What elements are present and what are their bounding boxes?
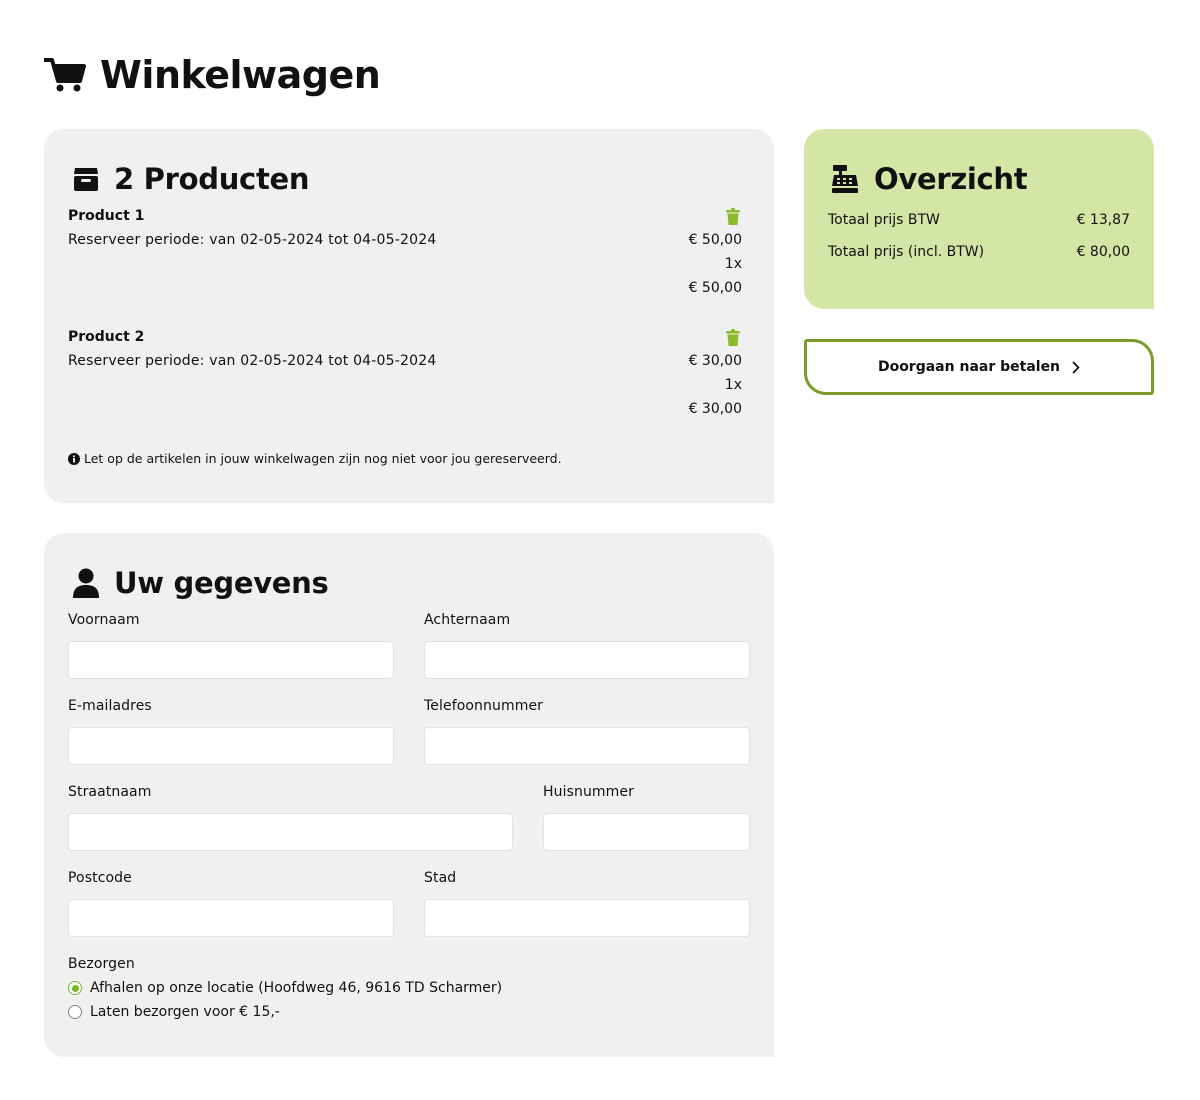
product-name: Product 1 (68, 208, 145, 224)
product-period: Reserveer periode: van 02-05-2024 tot 04-05-2024 (68, 353, 437, 369)
summary-title: Overzicht (874, 162, 1028, 196)
product-quantity: 1x (724, 256, 742, 272)
continue-to-payment-button[interactable] (804, 339, 1154, 395)
chevron-right-icon (1072, 361, 1080, 374)
radio-button-selected[interactable] (68, 981, 82, 995)
summary-card (804, 129, 1154, 309)
city-input[interactable] (424, 899, 750, 937)
delivery-option-pickup[interactable] (68, 980, 502, 996)
product-item (68, 208, 742, 308)
product-total: € 50,00 (688, 280, 742, 296)
email-label: E-mailadres (68, 698, 152, 714)
products-card (44, 129, 774, 503)
details-heading (72, 565, 328, 601)
user-icon (72, 568, 100, 598)
last-name-input[interactable] (424, 641, 750, 679)
product-name: Product 2 (68, 329, 145, 345)
box-icon (72, 165, 100, 193)
customer-details-card (44, 533, 774, 1057)
info-icon (68, 453, 80, 465)
summary-label: Totaal prijs (incl. BTW) (828, 244, 985, 260)
delivery-option-shipping[interactable] (68, 1004, 280, 1020)
summary-heading (830, 161, 1027, 197)
trash-icon[interactable] (726, 208, 740, 229)
email-field[interactable] (68, 727, 394, 765)
summary-row-vat (828, 212, 1130, 228)
cart-icon (44, 57, 86, 93)
postcode-input[interactable] (68, 899, 394, 937)
summary-value: € 13,87 (1076, 212, 1130, 228)
first-name-input[interactable] (68, 641, 394, 679)
continue-button-label: Doorgaan naar betalen (877, 359, 1061, 375)
delivery-option-label: Laten bezorgen voor € 15,- (90, 1004, 280, 1020)
product-unit-price: € 50,00 (688, 232, 742, 248)
phone-field[interactable] (424, 727, 750, 765)
notice-text: Let op de artikelen in jouw winkelwagen zijn nog niet voor jou gereserveerd. (84, 451, 562, 466)
trash-icon[interactable] (726, 329, 740, 350)
house-number-input[interactable] (543, 813, 750, 851)
page-title: Winkelwagen (100, 53, 381, 97)
product-period: Reserveer periode: van 02-05-2024 tot 04-05-2024 (68, 232, 437, 248)
product-item (68, 329, 742, 429)
first-name-label: Voornaam (68, 612, 140, 628)
last-name-label: Achternaam (424, 612, 511, 628)
delivery-label: Bezorgen (68, 956, 135, 972)
summary-row-total (828, 244, 1130, 260)
postcode-label: Postcode (68, 870, 132, 886)
reservation-notice (68, 451, 562, 466)
street-input[interactable] (68, 813, 513, 851)
street-label: Straatnaam (68, 784, 152, 800)
summary-value: € 80,00 (1076, 244, 1130, 260)
products-title: 2 Producten (114, 162, 310, 196)
page-header (44, 50, 380, 100)
city-label: Stad (424, 870, 457, 886)
products-heading (72, 161, 309, 197)
cash-register-icon (830, 164, 860, 194)
product-total: € 30,00 (688, 401, 742, 417)
product-unit-price: € 30,00 (688, 353, 742, 369)
delivery-option-label: Afhalen op onze locatie (Hoofdweg 46, 9616 TD Scharmer) (90, 980, 503, 996)
details-title: Uw gegevens (114, 566, 329, 600)
summary-label: Totaal prijs BTW (828, 212, 940, 228)
house-number-label: Huisnummer (543, 784, 634, 800)
radio-button[interactable] (68, 1005, 82, 1019)
phone-label: Telefoonnummer (424, 698, 544, 714)
product-quantity: 1x (724, 377, 742, 393)
